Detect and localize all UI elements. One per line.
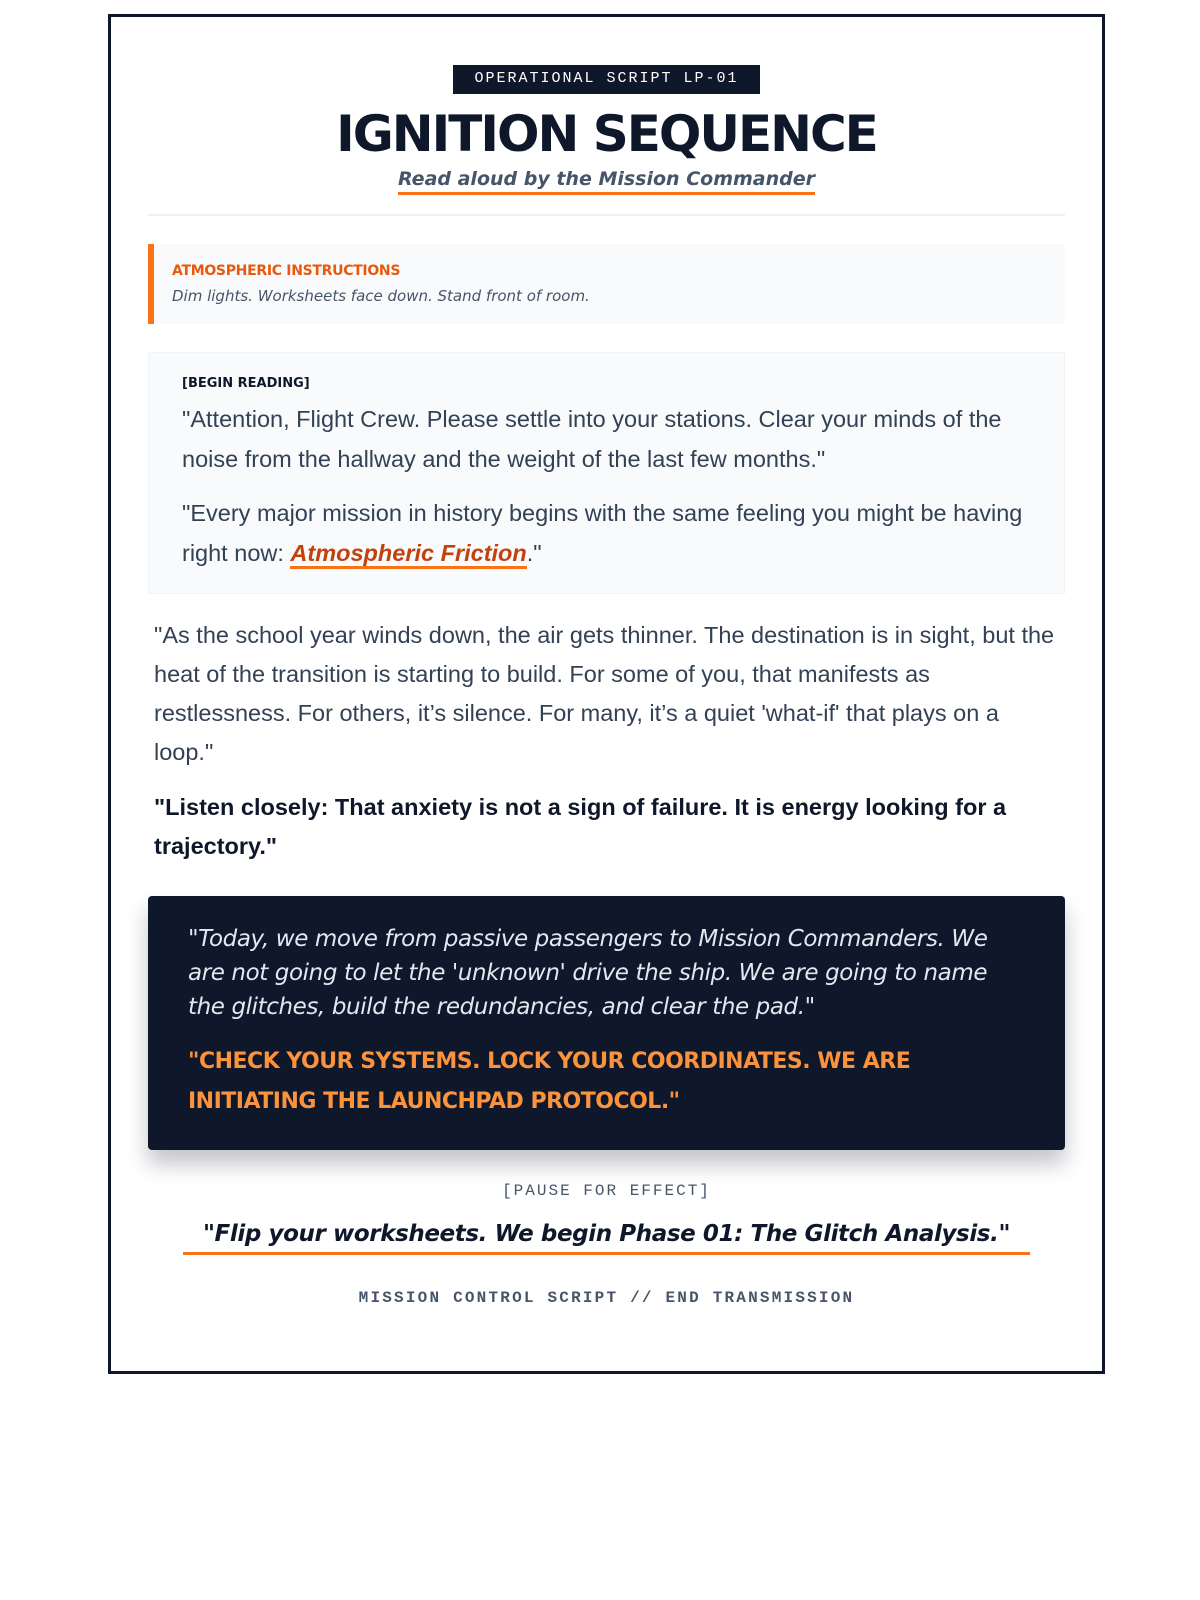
reading-block	[148, 352, 1065, 594]
body-paragraph-emphasis: "Listen closely: That anxiety is not a sign of failure. It is energy looking for a trajectory."	[154, 794, 1007, 859]
instructions-label: ATMOSPHERIC INSTRUCTIONS	[172, 263, 401, 279]
callout-quote: "Today, we move from passive passengers to Mission Commanders. We are not going to let the 'unknown' drive the ship. We are going to name the glitches, build the redundancies, and clear the pad."	[188, 926, 988, 1020]
atmospheric-friction-highlight: Atmospheric Friction	[290, 540, 526, 569]
final-line-wrap	[148, 1218, 1065, 1255]
begin-reading-tag: [BEGIN READING]	[182, 376, 310, 391]
reading-paragraph-2-lead: "Every major mission in history begins with the same feeling you might be having right now:	[182, 500, 1023, 566]
script-id-badge: OPERATIONAL SCRIPT LP-01	[453, 65, 759, 94]
callout-command: "CHECK YOUR SYSTEMS. LOCK YOUR COORDINATES. WE ARE INITIATING THE LAUNCHPAD PROTOCOL."	[188, 1049, 911, 1114]
body-text	[148, 594, 1065, 866]
script-page	[108, 14, 1105, 1374]
script-footer: MISSION CONTROL SCRIPT // END TRANSMISSION	[358, 1289, 855, 1307]
body-paragraph-1: "As the school year winds down, the air gets thinner. The destination is in sight, but the heat of the transition is starting to build. For some of you, that manifests as restlessness. For others, it’s silence. For many, it’s a quiet 'what-if' that plays on a loop."	[154, 622, 1055, 765]
reading-paragraph-1: "Attention, Flight Crew. Please settle into your stations. Clear your minds of the noise from the hallway and the weight of the last few months."	[182, 406, 1002, 472]
script-header	[148, 17, 1065, 195]
pause-cue: [PAUSE FOR EFFECT]	[502, 1182, 711, 1200]
reading-paragraph-2-tail: ."	[526, 540, 542, 566]
reading-paragraph-2	[182, 493, 1034, 573]
header-divider	[148, 214, 1065, 216]
page-subtitle: Read aloud by the Mission Commander	[398, 166, 815, 195]
mission-callout	[148, 896, 1065, 1150]
atmospheric-instructions	[148, 244, 1065, 324]
page-title: IGNITION SEQUENCE	[336, 105, 877, 163]
final-line: "Flip your worksheets. We begin Phase 01: The Glitch Analysis."	[183, 1218, 1030, 1255]
instructions-text: Dim lights. Worksheets face down. Stand front of room.	[172, 287, 590, 305]
